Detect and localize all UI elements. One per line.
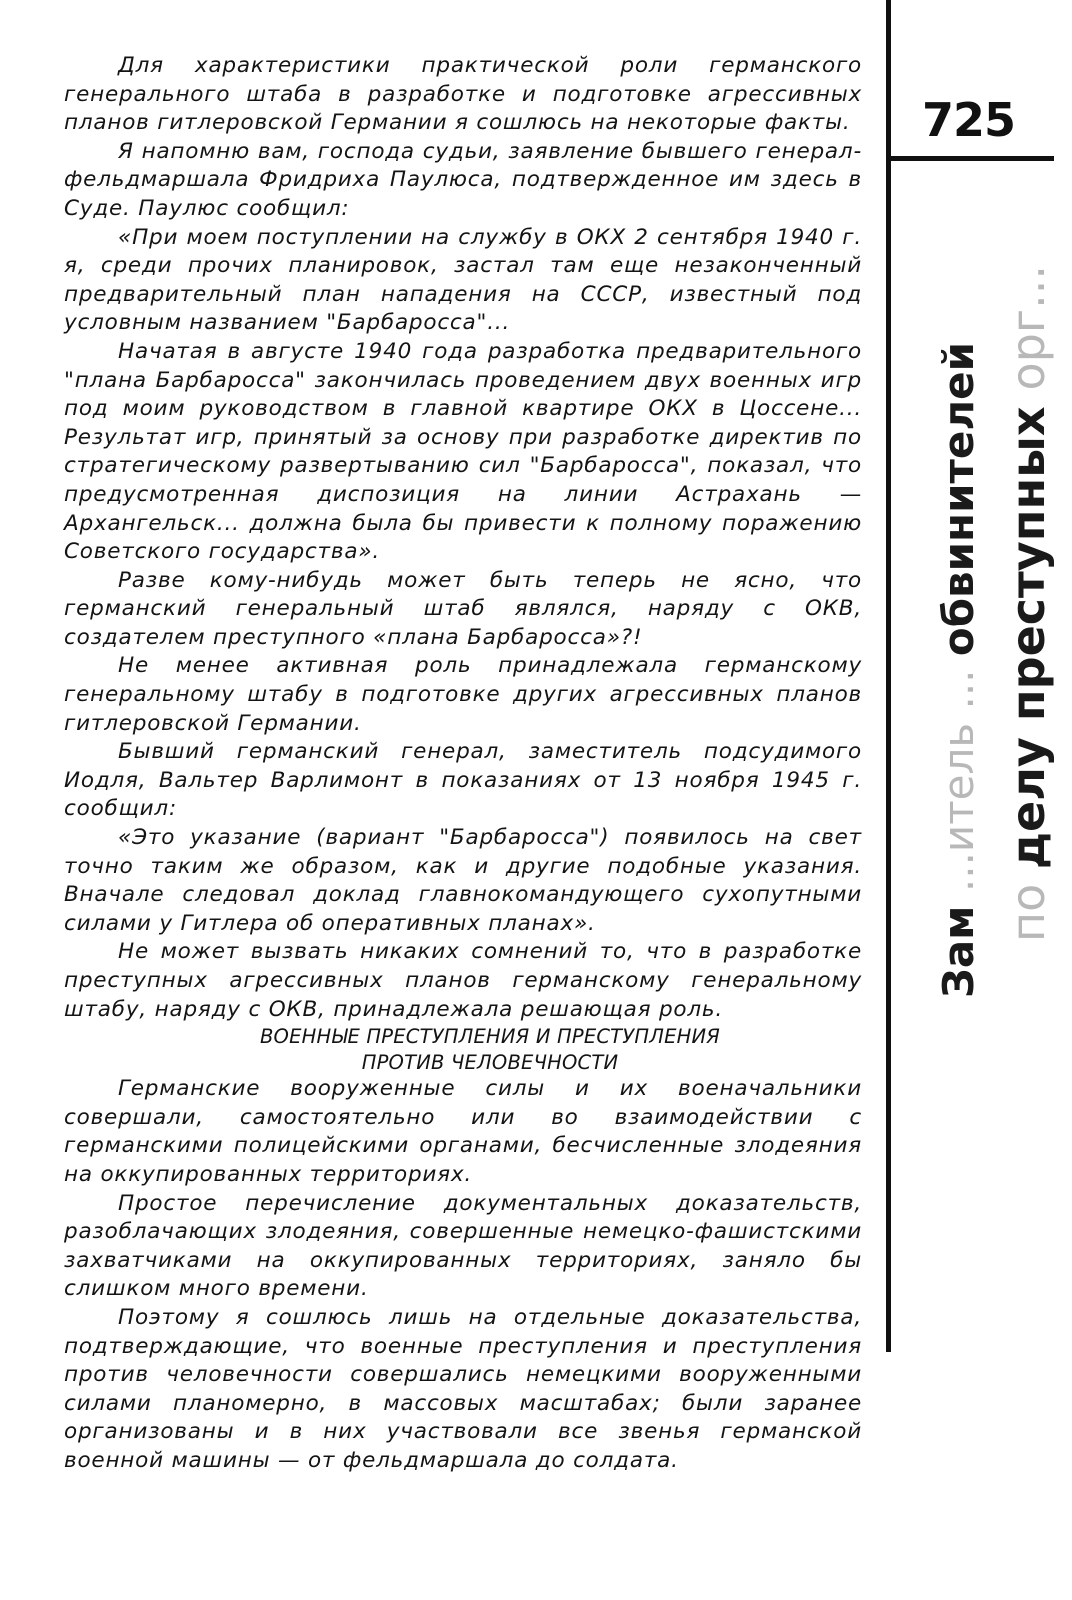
running-head-line-1-end: обвинителей xyxy=(934,341,983,657)
paragraph-5: Разве кому-нибудь может быть теперь не ясно, что германский генеральный штаб являлся, наряду с ОКВ, создателем преступного «плана Барбаросса»?! xyxy=(64,567,862,650)
paragraph-11: Простое перечисление документальных доказательств, разоблачающих злодеяния, совершенные немецко-фашистскими захватчиками на оккупированных территориях, заняло бы слишком много времени. xyxy=(64,1190,862,1302)
paragraph-12: Поэтому я сошлюсь лишь на отдельные доказательства, подтверждающие, что военные преступления и преступления против человечности совершались немецкими вооруженными силами планомерно, в массовых масштабах; были заранее организованы и в них участвовали все звенья германской военной машины — от фельдмаршала до солдата. xyxy=(64,1304,862,1473)
paragraph-8-quote: «Это указание (вариант "Барбаросса") появилось на свет точно таким же образом, как и другие подобные указания. Вначале следовал доклад главнокомандующего сухопутными силами у Гитлера об оперативных планах». xyxy=(64,825,862,936)
paragraph-4-quote: Начатая в августе 1940 года разработка предварительного "плана Барбаросса" закончилась проведением двух военных игр под моим руководством в главной квартире ОКХ в Цоссене... Результат игр, принятый за основу при разработке директив по стратегическому развертыванию сил "Барбаросса", показал, что предусмотренная диспозиция на линии Астрахань — Архангельск... должна была бы привести к полному поражению Советского государства». xyxy=(64,338,862,565)
margin-horizontal-rule xyxy=(886,156,1054,161)
running-head-line-2-bold: делу преступных xyxy=(1001,390,1055,870)
running-head-line-2 xyxy=(1002,265,1054,942)
running-head-line-1-start: Зам xyxy=(934,905,983,998)
page-number: 725 xyxy=(922,93,1016,147)
section-heading-line-1: ВОЕННЫЕ ПРЕСТУПЛЕНИЯ И ПРЕСТУПЛЕНИЯ xyxy=(259,1025,721,1049)
paragraph-10: Германские вооруженные силы и их военачальники совершали, самостоятельно или во взаимодействии с германскими полицейскими органами, бесчисленные злодеяния на оккупированных территориях. xyxy=(64,1076,862,1187)
section-heading xyxy=(64,1024,862,1075)
running-head-line-2-start: по xyxy=(1001,869,1055,942)
margin-vertical-rule xyxy=(886,0,891,1352)
running-head-line-2-end: орг... xyxy=(1001,265,1055,391)
paragraph-9: Не может вызвать никаких сомнений то, что в разработке преступных агрессивных планов германскому генеральному штабу, наряду с ОКВ, принадлежала решающая роль. xyxy=(64,939,862,1022)
body-text xyxy=(64,52,862,1476)
paragraph-1: Для характеристики практической роли германского генерального штаба в разработке и подготовке агрессивных планов гитлеровской Германии я сошлюсь на некоторые факты. xyxy=(64,53,862,136)
paragraph-6: Не менее активная роль принадлежала германскому генеральному штабу в подготовке других агрессивных планов гитлеровской Германии. xyxy=(64,653,862,736)
running-head-line-1-mid: ...итель ... xyxy=(934,656,983,906)
paragraph-3-quote: «При моем поступлении на службу в ОКХ 2 сентября 1940 г. я, среди прочих планировок, застал там еще незаконченный предварительный план нападения на СССР, известный под условным названием "Барбаросса"... xyxy=(64,224,862,336)
section-heading-line-2: ПРОТИВ ЧЕЛОВЕЧНОСТИ xyxy=(361,1050,619,1074)
running-head-line-1 xyxy=(935,342,983,998)
paragraph-7: Бывший германский генерал, заместитель подсудимого Иодля, Вальтер Варлимонт в показаниях от 13 ноября 1945 г. сообщил: xyxy=(64,739,862,822)
paragraph-2: Я напомню вам, господа судьи, заявление бывшего генерал-фельдмаршала Фридриха Паулюса, подтвержденное им здесь в Суде. Паулюс сообщил: xyxy=(64,138,862,221)
